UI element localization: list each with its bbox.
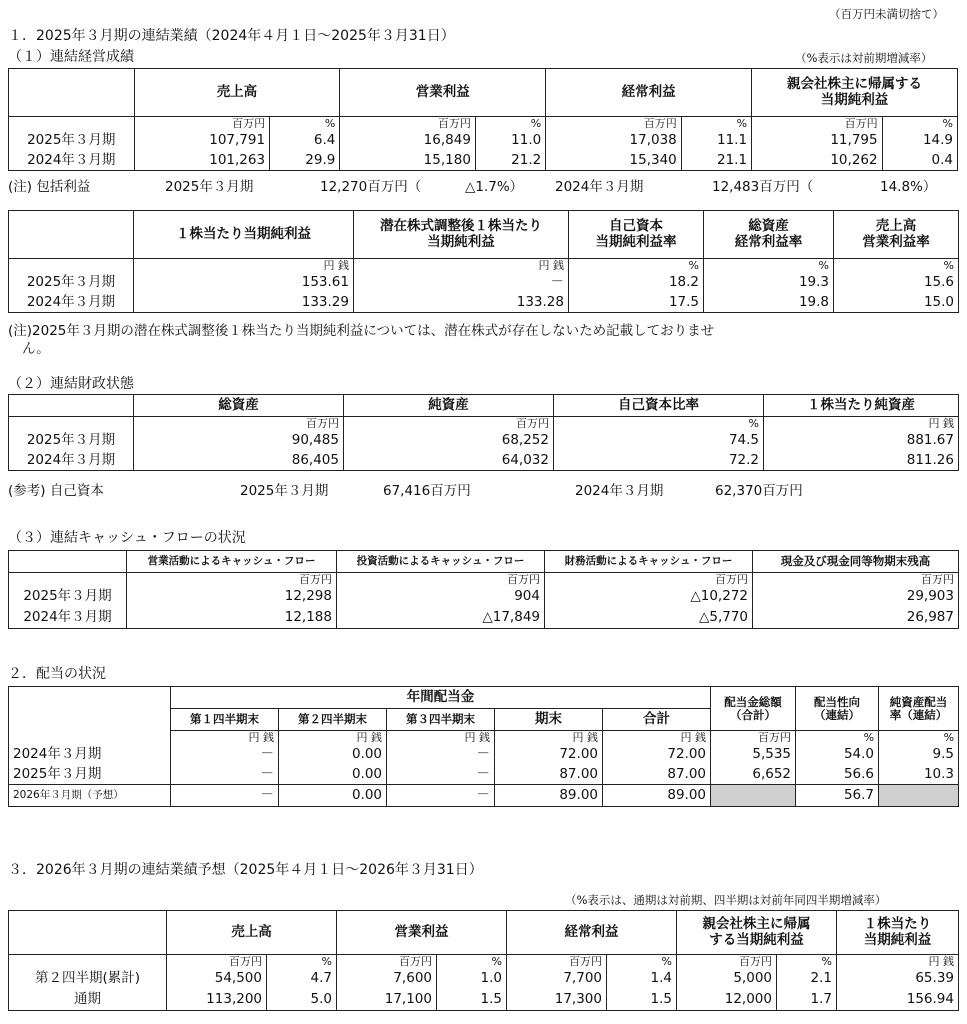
- equity-reference-value-1: 67,416百万円: [383, 483, 471, 499]
- row-label: 2025年３月期: [9, 765, 171, 785]
- cell: 904: [337, 587, 545, 608]
- table-row: [9, 969, 959, 990]
- comprehensive-income-value-1: 12,270百万円（: [320, 179, 422, 195]
- header-payout-ratio-line1: 配当性向: [814, 694, 861, 709]
- unit-cell: 円 銭: [387, 731, 495, 745]
- cell: 12,298: [127, 587, 337, 608]
- financial-position-table: [8, 394, 959, 471]
- equity-reference-period-2: 2024年３月期: [575, 483, 664, 499]
- unit-cell: %: [796, 731, 879, 745]
- unit-cell: 円 銭: [134, 259, 354, 273]
- unit-cell: 百万円: [546, 117, 682, 131]
- unit-blank: [9, 117, 135, 131]
- unit-cell: %: [267, 955, 337, 969]
- row-label: 2024年３月期: [9, 451, 134, 471]
- unit-blank: [9, 259, 134, 273]
- header-equity-ratio: 自己資本比率: [554, 395, 764, 417]
- header-blank: [9, 551, 127, 573]
- header-operating-margin: [834, 211, 959, 259]
- header-diluted-eps-line1: 潜在株式調整後１株当たり: [380, 218, 542, 235]
- header-net-assets: 純資産: [344, 395, 554, 417]
- row-label: 2024年３月期: [9, 745, 171, 765]
- unit-cell: 百万円: [507, 955, 607, 969]
- unit-cell: %: [777, 955, 837, 969]
- comprehensive-income-change-2: 14.8%）: [880, 179, 937, 195]
- cell: 4.7: [267, 969, 337, 990]
- header-dividend-on-net-assets-line2: 率（連結）: [889, 707, 948, 722]
- header-blank: [9, 211, 134, 259]
- cell: 1.0: [437, 969, 507, 990]
- row-label: 2024年３月期: [9, 151, 135, 171]
- comprehensive-income-value-2: 12,483百万円（: [712, 179, 814, 195]
- header-dividend-total-line1: 配当金総額: [724, 694, 782, 709]
- row-label: 2025年３月期: [9, 431, 134, 451]
- cell: 18.2: [569, 273, 704, 293]
- table-row: [9, 293, 959, 313]
- header-roa-line1: 総資産: [748, 218, 789, 235]
- table-row: [9, 151, 958, 171]
- cell: 133.29: [134, 293, 354, 313]
- dividend-table: [8, 686, 959, 807]
- cell: 11.1: [681, 131, 751, 151]
- header-blank: [9, 911, 167, 955]
- header-q1: 第１四半期末: [171, 709, 279, 731]
- cell: 9.5: [879, 745, 959, 765]
- section-1-title: １．2025年３月期の連結業績（2024年４月１日～2025年３月31日）: [8, 28, 455, 44]
- cell: 881.67: [764, 431, 959, 451]
- unit-cell: 百万円: [134, 417, 344, 431]
- cell: 21.1: [681, 151, 751, 171]
- table-row: [9, 745, 959, 765]
- row-label: 2025年３月期: [9, 131, 135, 151]
- header-blank: [9, 69, 135, 117]
- cell: 12,188: [127, 608, 337, 629]
- section-3-note: （%表示は、通期は対前期、四半期は対前年同四半期増減率）: [565, 893, 887, 907]
- unit-cell: 円 銭: [764, 417, 959, 431]
- unit-blank: [9, 955, 167, 969]
- cell: 133.28: [354, 293, 569, 313]
- unit-cell: 百万円: [752, 117, 883, 131]
- equity-reference-label: (参考) 自己資本: [8, 483, 104, 499]
- table-row: [9, 608, 959, 629]
- header-operating-profit: 営業利益: [340, 69, 546, 117]
- row-label: 2024年３月期: [9, 293, 134, 313]
- header-net-income-line2: する当期純利益: [709, 931, 804, 948]
- cell: 87.00: [495, 765, 603, 785]
- subsection-1-title: （１）連結経営成績: [8, 49, 134, 65]
- cell: 64,032: [344, 451, 554, 471]
- cell: 113,200: [167, 990, 267, 1011]
- unit-cell: %: [882, 117, 957, 131]
- header-net-income-line1: 親会社株主に帰属: [702, 916, 811, 933]
- cell: 10.3: [879, 765, 959, 785]
- unit-blank: [9, 731, 171, 745]
- table-row: [9, 990, 959, 1011]
- cell: 0.4: [882, 151, 957, 171]
- header-annual-dividend: 年間配当金: [171, 687, 711, 709]
- forecast-table: [8, 910, 959, 1011]
- header-dividend-on-net-assets-line1: 純資産配当: [889, 694, 948, 709]
- header-payout-ratio: [796, 687, 879, 731]
- unit-blank: [9, 417, 134, 431]
- header-total: 合計: [603, 709, 711, 731]
- cell: －: [387, 765, 495, 785]
- unit-cell: %: [834, 259, 959, 273]
- header-q3: 第３四半期末: [387, 709, 495, 731]
- subsection-3-title: （３）連結キャッシュ・フローの状況: [8, 530, 246, 546]
- cell: －: [171, 785, 279, 807]
- cell: 0.00: [279, 765, 387, 785]
- unit-cell: 百万円: [167, 955, 267, 969]
- unit-cell: 百万円: [337, 573, 545, 587]
- header-net-income-line2: 当期純利益: [820, 91, 889, 108]
- table-row: [9, 131, 958, 151]
- unit-cell: %: [569, 259, 704, 273]
- row-label: 通期: [9, 990, 167, 1011]
- unit-cell: 百万円: [711, 731, 796, 745]
- row-label: 2025年３月期: [9, 587, 127, 608]
- cell: －: [387, 785, 495, 807]
- header-diluted-eps-line2: 当期純利益: [427, 233, 495, 250]
- unit-cell: %: [270, 117, 340, 131]
- section-3-title: ３．2026年３月期の連結業績予想（2025年４月１日～2026年３月31日）: [8, 862, 483, 878]
- unit-cell: 百万円: [545, 573, 753, 587]
- unit-cell: %: [437, 955, 507, 969]
- header-roe: [569, 211, 704, 259]
- unit-cell: 円 銭: [837, 955, 959, 969]
- cell: 15.6: [834, 273, 959, 293]
- cell: 6.4: [270, 131, 340, 151]
- cell: 19.3: [704, 273, 834, 293]
- cell: 11.0: [475, 131, 545, 151]
- header-eps-line1: １株当たり: [863, 916, 932, 933]
- row-label: 2024年３月期: [9, 608, 127, 629]
- subsection-2-title: （２）連結財政状態: [8, 376, 134, 392]
- header-investing-cf: 投資活動によるキャッシュ・フロー: [337, 551, 545, 573]
- unit-cell: 百万円: [344, 417, 554, 431]
- header-roe-line1: 自己資本: [609, 218, 663, 235]
- cell: 21.2: [475, 151, 545, 171]
- unit-cell: 百万円: [337, 955, 437, 969]
- cell: 17,100: [337, 990, 437, 1011]
- cell: －: [387, 745, 495, 765]
- header-q2: 第２四半期末: [279, 709, 387, 731]
- equity-reference-period-1: 2025年３月期: [240, 483, 329, 499]
- header-total-assets: 総資産: [134, 395, 344, 417]
- table-row: [9, 273, 959, 293]
- subsection-1-note: （%表示は対前期増減率）: [795, 51, 933, 65]
- cell: 87.00: [603, 765, 711, 785]
- header-dividend-on-net-assets: [879, 687, 959, 731]
- header-dividend-total-line2: （合計）: [730, 707, 777, 722]
- header-financing-cf: 財務活動によるキャッシュ・フロー: [545, 551, 753, 573]
- cell: 16,849: [340, 131, 476, 151]
- diluted-eps-note-line1: (注)2025年３月期の潜在株式調整後１株当たり当期純利益については、潜在株式が存在しないため記載しておりませ: [8, 323, 715, 339]
- header-roa: [704, 211, 834, 259]
- header-roa-line2: 経常利益率: [734, 233, 803, 250]
- cash-flow-table: [8, 550, 959, 629]
- cell: 0.00: [279, 785, 387, 807]
- cell: 11,795: [752, 131, 883, 151]
- unit-cell: 円 銭: [603, 731, 711, 745]
- unit-cell: 百万円: [127, 573, 337, 587]
- row-label: 第２四半期(累計): [9, 969, 167, 990]
- header-net-income: [752, 69, 958, 117]
- cell: 26,987: [753, 608, 959, 629]
- cell: －: [354, 273, 569, 293]
- cell: 10,262: [752, 151, 883, 171]
- cell: 56.7: [796, 785, 879, 807]
- cell: 0.00: [279, 745, 387, 765]
- operating-results-table: [8, 68, 958, 171]
- header-ordinary-profit: 経常利益: [507, 911, 677, 955]
- cell: 5.0: [267, 990, 337, 1011]
- cell: 86,405: [134, 451, 344, 471]
- cell: 1.7: [777, 990, 837, 1011]
- cell: 156.94: [837, 990, 959, 1011]
- unit-cell: %: [704, 259, 834, 273]
- comprehensive-income-change-1: △1.7%）: [465, 179, 524, 195]
- header-eps: １株当たり当期純利益: [134, 211, 354, 259]
- table-row: [9, 587, 959, 608]
- header-operating-cf: 営業活動によるキャッシュ・フロー: [127, 551, 337, 573]
- unit-cell: 百万円: [340, 117, 476, 131]
- cell: 89.00: [603, 785, 711, 807]
- header-dividend-total: [711, 687, 796, 731]
- cell: －: [171, 745, 279, 765]
- comprehensive-income-period-1: 2025年３月期: [165, 179, 254, 195]
- cell-shaded: [879, 785, 959, 807]
- cell: 72.2: [554, 451, 764, 471]
- table-row: [9, 765, 959, 785]
- header-roe-line2: 当期純利益率: [595, 233, 677, 250]
- cell: 19.8: [704, 293, 834, 313]
- unit-cell: %: [681, 117, 751, 131]
- unit-note: （百万円未満切捨て）: [829, 7, 944, 21]
- table-row: [9, 451, 959, 471]
- header-blank: [9, 395, 134, 417]
- cell: 12,000: [677, 990, 777, 1011]
- cell: 65.39: [837, 969, 959, 990]
- header-sales: 売上高: [134, 69, 340, 117]
- cell: 29.9: [270, 151, 340, 171]
- header-net-income-line1: 親会社株主に帰属する: [787, 76, 923, 93]
- cell: 72.00: [495, 745, 603, 765]
- unit-cell: %: [554, 417, 764, 431]
- unit-cell: %: [475, 117, 545, 131]
- cell: 107,791: [134, 131, 270, 151]
- cell: △10,272: [545, 587, 753, 608]
- cell: △17,849: [337, 608, 545, 629]
- header-ordinary-profit: 経常利益: [546, 69, 752, 117]
- header-diluted-eps: [354, 211, 569, 259]
- cell: 90,485: [134, 431, 344, 451]
- unit-cell: 円 銭: [354, 259, 569, 273]
- header-eps: [837, 911, 959, 955]
- cell: 15.0: [834, 293, 959, 313]
- diluted-eps-note-line2: ん。: [22, 341, 50, 357]
- cell: △5,770: [545, 608, 753, 629]
- comprehensive-income-label: (注) 包括利益: [8, 179, 91, 195]
- header-cash-ending: 現金及び現金同等物期末残高: [753, 551, 959, 573]
- unit-cell: 百万円: [677, 955, 777, 969]
- header-sales: 売上高: [167, 911, 337, 955]
- header-operating-profit: 営業利益: [337, 911, 507, 955]
- comprehensive-income-period-2: 2024年３月期: [555, 179, 644, 195]
- header-net-income: [677, 911, 837, 955]
- cell: 2.1: [777, 969, 837, 990]
- header-blank: [9, 687, 171, 731]
- header-eps-line2: 当期純利益: [863, 931, 932, 948]
- unit-cell: %: [607, 955, 677, 969]
- unit-cell: 円 銭: [171, 731, 279, 745]
- row-label: 2026年３月期（予想）: [9, 785, 171, 807]
- cell: 101,263: [134, 151, 270, 171]
- header-year-end: 期末: [495, 709, 603, 731]
- cell: 68,252: [344, 431, 554, 451]
- header-payout-ratio-line2: （連結）: [814, 707, 861, 722]
- cell-shaded: [711, 785, 796, 807]
- cell: 6,652: [711, 765, 796, 785]
- cell: 17.5: [569, 293, 704, 313]
- header-operating-margin-line2: 営業利益率: [862, 233, 930, 250]
- row-label: 2025年３月期: [9, 273, 134, 293]
- cell: 153.61: [134, 273, 354, 293]
- cell: 1.4: [607, 969, 677, 990]
- cell: 29,903: [753, 587, 959, 608]
- unit-cell: 円 銭: [279, 731, 387, 745]
- section-2-title: ２．配当の状況: [8, 666, 106, 682]
- table-row: [9, 431, 959, 451]
- cell: 1.5: [437, 990, 507, 1011]
- unit-cell: 円 銭: [495, 731, 603, 745]
- cell: 14.9: [882, 131, 957, 151]
- cell: 72.00: [603, 745, 711, 765]
- cell: 5,000: [677, 969, 777, 990]
- unit-cell: %: [879, 731, 959, 745]
- cell: 1.5: [607, 990, 677, 1011]
- cell: 15,340: [546, 151, 682, 171]
- unit-cell: 百万円: [134, 117, 270, 131]
- cell: 54,500: [167, 969, 267, 990]
- cell: －: [171, 765, 279, 785]
- cell: 89.00: [495, 785, 603, 807]
- cell: 54.0: [796, 745, 879, 765]
- cell: 7,600: [337, 969, 437, 990]
- header-operating-margin-line1: 売上高: [875, 218, 917, 235]
- table-row: [9, 785, 959, 807]
- unit-cell: 百万円: [753, 573, 959, 587]
- cell: 17,038: [546, 131, 682, 151]
- cell: 15,180: [340, 151, 476, 171]
- equity-reference-value-2: 62,370百万円: [715, 483, 803, 499]
- cell: 17,300: [507, 990, 607, 1011]
- cell: 5,535: [711, 745, 796, 765]
- cell: 74.5: [554, 431, 764, 451]
- cell: 811.26: [764, 451, 959, 471]
- cell: 56.6: [796, 765, 879, 785]
- unit-blank: [9, 573, 127, 587]
- header-bps: １株当たり純資産: [764, 395, 959, 417]
- per-share-table: [8, 210, 959, 313]
- cell: 7,700: [507, 969, 607, 990]
